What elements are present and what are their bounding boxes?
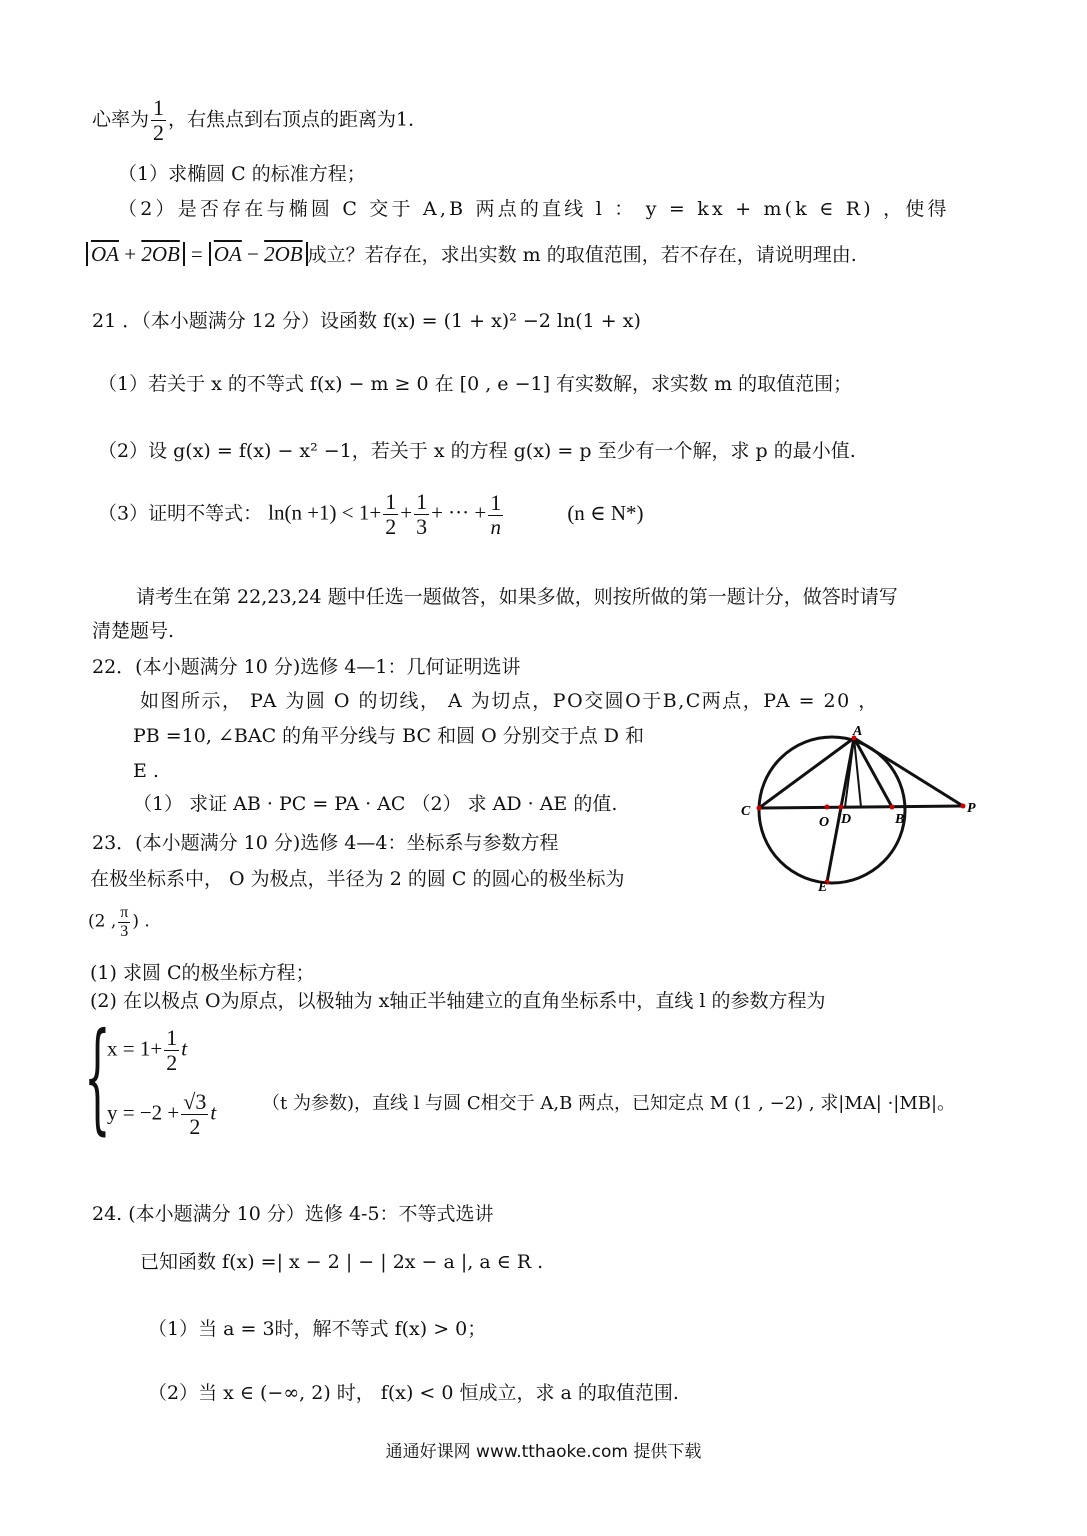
p20-q2b: $\overline{OA} + 2OB = \overline{OA} - 2OB$ 成立？若存在，求出实数 m 的取值范围，若不存在，请说明理由. bbox=[86, 242, 857, 267]
vector: $\overline{OA}$ bbox=[91, 242, 119, 266]
numerator: √3 bbox=[183, 1089, 207, 1114]
p23-l2 bbox=[88, 904, 150, 940]
fraction bbox=[383, 490, 398, 539]
p23-head: 23．(本小题满分 10 分)选修 4—4：坐标系与参数方程 bbox=[92, 832, 559, 854]
p21-q1: （1）若关于 x 的不等式 f(x) − m ≥ 0 在 [0 , e −1] 有实数解，求实数 m 的取值范围； bbox=[98, 373, 853, 395]
fraction bbox=[118, 904, 130, 940]
label-d: D bbox=[841, 812, 852, 827]
label-e: E bbox=[818, 880, 828, 895]
math: ) . bbox=[132, 911, 150, 932]
p23-tail: （t 为参数)，直线 l 与圆 C相交于 A,B 两点，已知定点 M (1 , −2) , 求|MA| ·|MB|。 bbox=[262, 1093, 956, 1114]
denominator: 2 bbox=[189, 1114, 201, 1140]
p22-l3: E . bbox=[133, 760, 159, 782]
p23-eq1 bbox=[107, 1026, 187, 1075]
p20-q1: （1）求椭圆 C 的标准方程； bbox=[118, 163, 366, 185]
p22-head: 22．(本小题满分 10 分)选修 4—1：几何证明选讲 bbox=[92, 656, 521, 678]
line-ap bbox=[854, 738, 963, 806]
point-o bbox=[825, 805, 830, 810]
p23-l1: 在极坐标系中， O 为极点，半径为 2 的圆 C 的圆心的极坐标为 bbox=[90, 868, 625, 890]
p24-q2: （2）当 x ∈ (−∞, 2) 时， f(x) < 0 恒成立，求 a 的取值范围. bbox=[148, 1382, 679, 1404]
denominator: 3 bbox=[120, 922, 129, 940]
numerator: 1 bbox=[166, 1025, 178, 1050]
numerator: 1 bbox=[385, 489, 397, 514]
p23-q2: (2) 在以极点 O为原点，以极轴为 x轴正半轴建立的直角坐标系中，直线 l 的参数方程为 bbox=[90, 990, 826, 1012]
vector: $\overline{OA}$ bbox=[213, 242, 242, 266]
point-p bbox=[961, 804, 966, 809]
math: x = 1+ bbox=[107, 1036, 163, 1061]
text: ，右焦点到右顶点的距离为1． bbox=[168, 108, 428, 131]
label-p: P bbox=[967, 801, 976, 816]
fraction bbox=[181, 1090, 208, 1139]
p23-q1: (1) 求圆 C的极坐标方程； bbox=[90, 962, 315, 984]
numerator: 1 bbox=[490, 489, 502, 515]
text: （3）证明不等式： bbox=[98, 502, 263, 525]
p21-head: 21 ．（本小题满分 12 分）设函数 f(x) = (1 + x)² −2 ln(1 + x) bbox=[92, 310, 641, 332]
intro-line1: 请考生在第 22,23,24 题中任选一题做答，如果多做，则按所做的第一题计分，做答时请写 bbox=[136, 586, 898, 608]
system-brace: { bbox=[84, 1008, 111, 1147]
math: (n ∈ N*) bbox=[567, 500, 644, 525]
denominator: n bbox=[490, 514, 502, 539]
point-d bbox=[839, 805, 844, 810]
math: ln(n +1) < 1+ bbox=[268, 500, 382, 525]
label-b: B bbox=[895, 812, 905, 827]
fraction bbox=[414, 490, 429, 539]
fraction bbox=[151, 96, 166, 145]
math: (2 , bbox=[88, 911, 117, 932]
text: 成立？若存在，求出实数 m 的取值范围，若不存在，请说明理由. bbox=[307, 244, 857, 266]
fraction bbox=[488, 491, 503, 539]
vector-abs-right: $\overline{OA} - 2OB$ bbox=[209, 242, 308, 266]
math: t bbox=[210, 1100, 217, 1125]
label-a: A bbox=[853, 725, 863, 739]
label-o: O bbox=[819, 815, 830, 830]
numerator: π bbox=[120, 904, 129, 921]
vector-abs-left: $\overline{OA} + 2OB$ bbox=[86, 242, 185, 266]
p21-q3 bbox=[98, 490, 644, 539]
fraction bbox=[164, 1026, 179, 1075]
p20-q2a: （2）是否存在与椭圆 C 交于 A,B 两点的直线 l ： y = kx + m(k ∈ R) ，使得 bbox=[118, 198, 950, 220]
footer-credit: 通通好课网 www.tthaoke.com 提供下载 bbox=[385, 1442, 702, 1462]
p22-l1: 如图所示， PA 为圆 O 的切线， A 为切点，PO交圆O于B,C两点，PA = 20 ， bbox=[140, 690, 879, 712]
vector: 2OB bbox=[141, 242, 180, 266]
denominator: 2 bbox=[385, 514, 397, 540]
denominator: 2 bbox=[153, 120, 165, 146]
label-c: C bbox=[741, 804, 751, 819]
p23-eq2 bbox=[107, 1090, 216, 1139]
intro-line2: 清楚题号. bbox=[92, 620, 175, 642]
text: 心率为 bbox=[92, 108, 150, 131]
p24-l1: 已知函数 f(x) =| x − 2 | − | 2x − a |, a ∈ R . bbox=[140, 1251, 544, 1273]
numerator: 1 bbox=[153, 95, 165, 120]
p20-line1 bbox=[92, 96, 427, 145]
point-b bbox=[890, 805, 895, 810]
line-ac bbox=[759, 738, 854, 808]
denominator: 3 bbox=[416, 514, 428, 540]
p24-q1: （1）当 a = 3时，解不等式 f(x) > 0； bbox=[148, 1318, 487, 1340]
p22-l2: PB =10, ∠BAC 的角平分线与 BC 和圆 O 分别交于点 D 和 bbox=[133, 725, 645, 747]
line-ae bbox=[827, 738, 854, 882]
math: y = −2 + bbox=[107, 1100, 180, 1125]
numerator: 1 bbox=[416, 489, 428, 514]
p22-l4: （1） 求证 AB · PC = PA · AC （2） 求 AD · AE 的值. bbox=[133, 793, 618, 815]
p21-q2: （2）设 g(x) = f(x) − x² −1，若关于 x 的方程 g(x) = p 至少有一个解，求 p 的最小值. bbox=[98, 440, 856, 462]
math: + bbox=[400, 500, 413, 525]
point-c bbox=[757, 806, 762, 811]
math: + ··· + bbox=[431, 500, 487, 525]
math: t bbox=[181, 1036, 188, 1061]
geometry-figure bbox=[735, 725, 985, 900]
denominator: 2 bbox=[166, 1050, 178, 1076]
p24-head: 24. (本小题满分 10 分）选修 4-5：不等式选讲 bbox=[92, 1203, 494, 1225]
vector: 2OB bbox=[264, 242, 303, 266]
